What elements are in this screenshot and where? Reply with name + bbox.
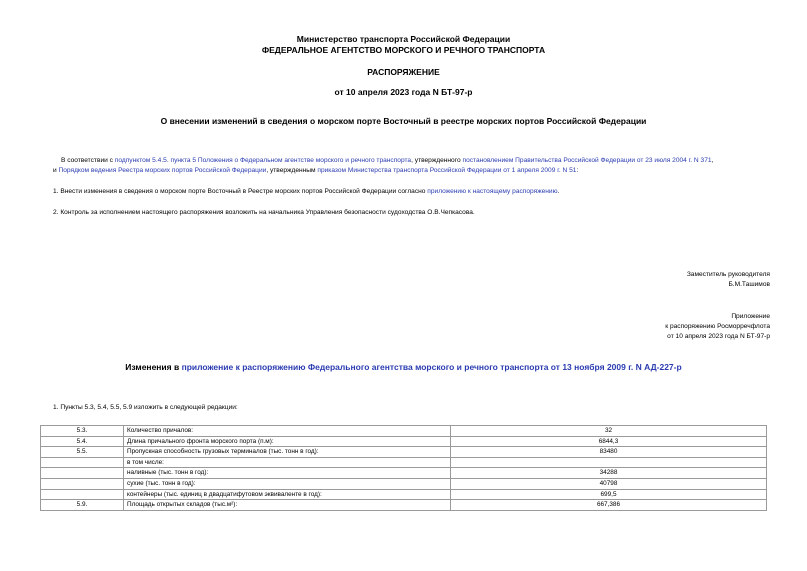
preamble-text: и [53, 167, 59, 174]
preamble-text: , утвержденным [266, 167, 318, 174]
table-cell-value: 34288 [451, 468, 767, 479]
signature-name: Б.М.Ташимов [728, 281, 770, 288]
table-cell-value: 699,5 [451, 489, 767, 500]
table-row [41, 468, 767, 479]
appendix-ref-order: к распоряжению Росморречфлота [665, 323, 770, 330]
item-1-text: 1. Внести изменения в сведения о морском порте Восточный в Реестре морских портов Российской Федерации согласно [53, 188, 428, 195]
table-cell-parameter: Количество причалов: [124, 426, 451, 437]
table-cell-number: 5.5. [41, 447, 124, 458]
table-cell-number [41, 489, 124, 500]
table-cell-number [41, 457, 124, 468]
table-cell-value: 6844,3 [451, 436, 767, 447]
item-2: 2. Контроль за исполнением настоящего распоряжения возложить на начальника Управления безопасности судоходства О.В.Чепкасова. [53, 209, 475, 216]
preamble-text: : [576, 167, 579, 174]
table-cell-number [41, 478, 124, 489]
regulation-link[interactable]: подпунктом 5.4.5. пункта 5 Положения о Федеральном агентстве морского и речного транспорта [114, 157, 412, 164]
appendix-ref-date: от 10 апреля 2023 года N БТ-97-р [667, 333, 770, 340]
preamble-text: , утвержденного [411, 157, 463, 164]
document-title: О внесении изменений в сведения о морском порте Восточный в реестре морских портов Российской Федерации [160, 116, 647, 126]
table-cell-parameter: наливные (тыс. тонн в год): [124, 468, 451, 479]
table-row [41, 478, 767, 489]
table-cell-parameter: сухие (тыс. тонн в год): [124, 478, 451, 489]
ministry-order-link[interactable]: приказом Министерства транспорта Российской Федерации от 1 апреля 2009 г. N 51 [317, 167, 577, 174]
changes-title [0, 362, 807, 372]
table-row [41, 489, 767, 500]
document-type: РАСПОРЯЖЕНИЕ [367, 67, 440, 77]
agency-name: ФЕДЕРАЛЬНОЕ АГЕНТСТВО МОРСКОГО И РЕЧНОГО ТРАНСПОРТА [261, 45, 546, 55]
preamble-text: В соответствии с [61, 157, 115, 164]
preamble-text: , [711, 157, 714, 164]
table-row [41, 426, 767, 437]
preamble-line-2 [53, 166, 783, 176]
signature-position: Заместитель руководителя [686, 271, 770, 278]
changes-title-text: Изменения в [125, 362, 182, 372]
changes-intro: 1. Пункты 5.3, 5.4, 5.5, 5.9 изложить в следующей редакции: [53, 404, 238, 411]
table-cell-parameter: Площадь открытых складов (тыс.м²): [124, 500, 451, 511]
government-decree-link[interactable]: постановлением Правительства Российской Федерации от 23 июля 2004 г. N 371 [462, 157, 712, 164]
table-cell-value: 40798 [451, 478, 767, 489]
item-1 [53, 187, 783, 197]
table-cell-parameter: контейнеры (тыс. единиц в двадцатифутовом эквиваленте в год): [124, 489, 451, 500]
appendix-link[interactable]: приложению к настоящему распоряжению [427, 188, 558, 195]
item-1-end: . [557, 188, 560, 195]
table-cell-number: 5.3. [41, 426, 124, 437]
registry-procedure-link[interactable]: Порядком ведения Реестра морских портов Российской Федерации [58, 167, 267, 174]
table-cell-number: 5.4. [41, 436, 124, 447]
amended-order-link[interactable]: приложение к распоряжению Федерального агентства морского и речного транспорта от 13 ноября 2009 г. N АД-227-р [181, 362, 682, 372]
table-cell-value [451, 457, 767, 468]
table-cell-parameter: Длина причального фронта морского порта (п.м): [124, 436, 451, 447]
table-cell-value: 32 [451, 426, 767, 437]
table-row [41, 447, 767, 458]
port-data-table [40, 425, 767, 511]
table-cell-value: 667,386 [451, 500, 767, 511]
table-cell-parameter: Пропускная способность грузовых терминалов (тыс. тонн в год): [124, 447, 451, 458]
preamble-line-1 [61, 156, 781, 166]
table-row [41, 436, 767, 447]
table-cell-parameter: в том числе: [124, 457, 451, 468]
table-cell-number [41, 468, 124, 479]
table-cell-value: 83480 [451, 447, 767, 458]
ministry-name: Министерство транспорта Российской Федерации [296, 34, 511, 44]
table-row [41, 500, 767, 511]
table-row [41, 457, 767, 468]
appendix-label: Приложение [731, 313, 770, 320]
table-cell-number: 5.9. [41, 500, 124, 511]
document-date: от 10 апреля 2023 года N БТ-97-р [334, 87, 473, 97]
